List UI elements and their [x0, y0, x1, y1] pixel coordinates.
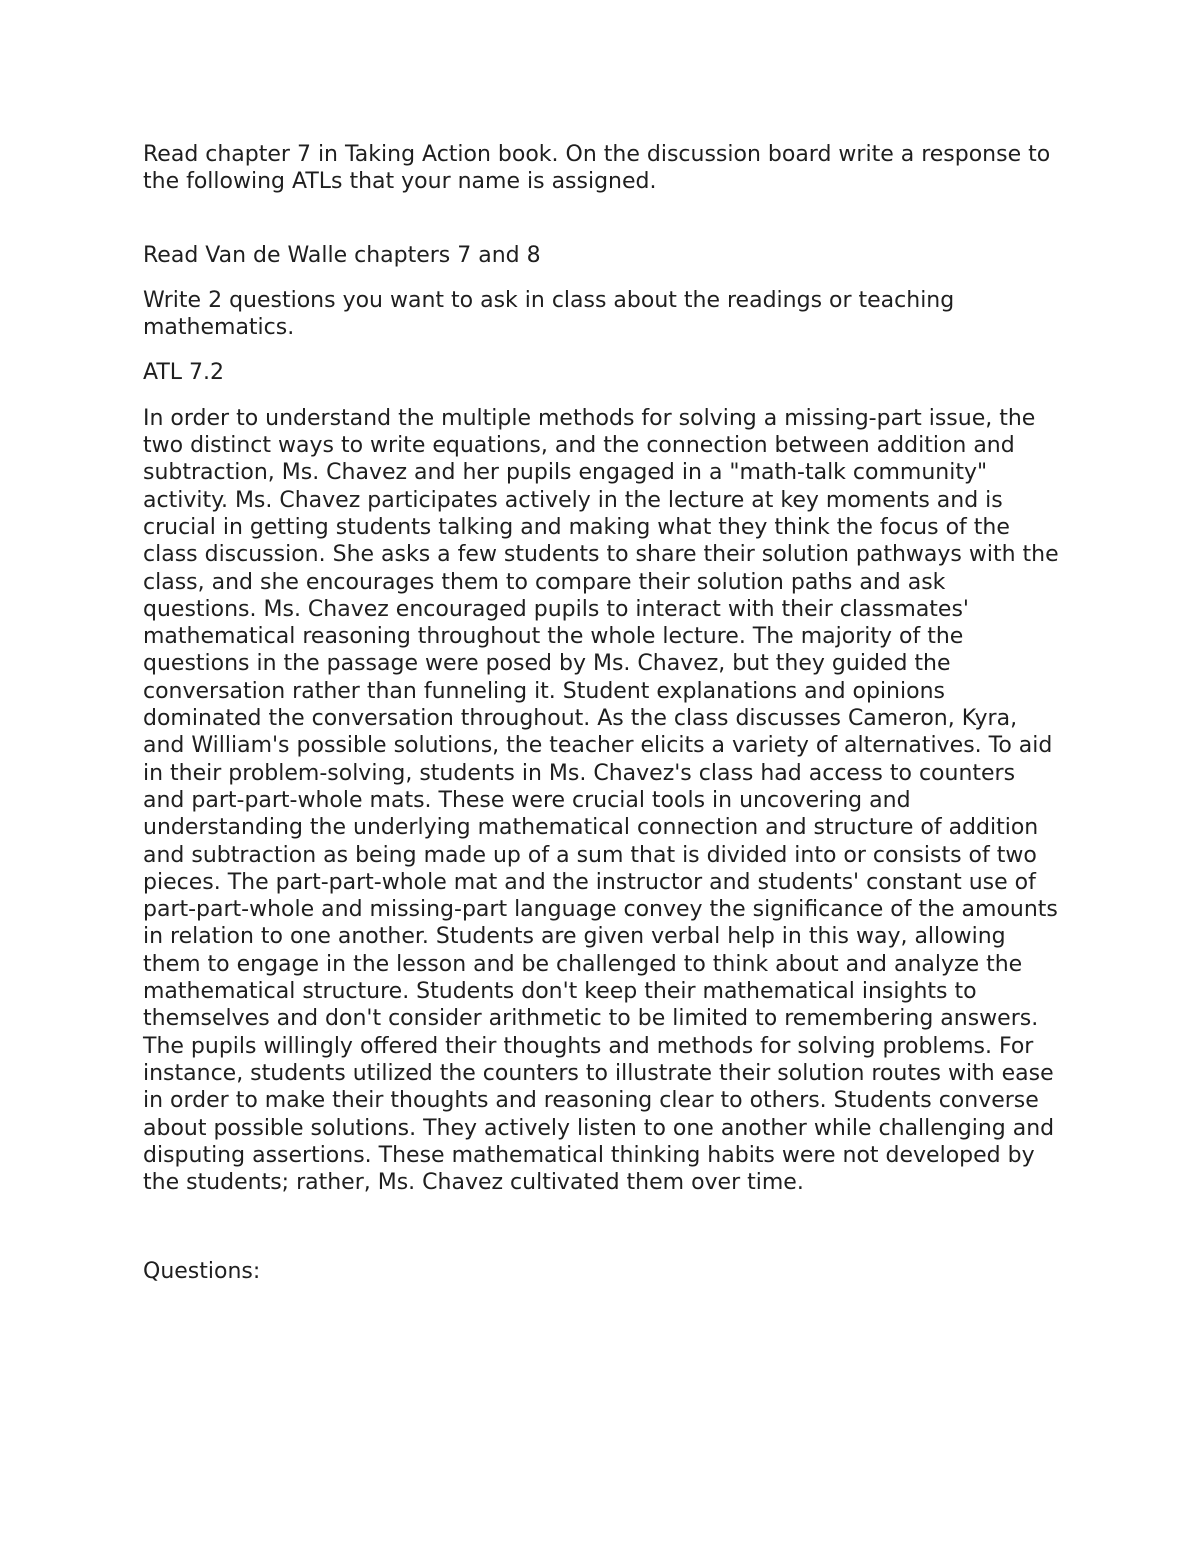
document-body: [143, 141, 1063, 1286]
atl-response-paragraph: In order to understand the multiple methods for solving a missing-part issue, the two distinct ways to write equations, and the connection between addition and subtraction, Ms. Chavez and her pupils engaged in a "math-talk community" activity. Ms. Chavez participates actively in the lecture at key moments and is crucial in getting students talking and making what they think the focus of the class discussion. She asks a few students to share their solution pathways with the class, and she encourages them to compare their solution paths and ask questions. Ms. Chavez encouraged pupils to interact with their classmates' mathematical reasoning throughout the whole lecture. The majority of the questions in the passage were posed by Ms. Chavez, but they guided the conversation rather than funneling it. Student explanations and opinions dominated the conversation throughout. As the class discusses Cameron, Kyra, and William's possible solutions, the teacher elicits a variety of alternatives. To aid in their problem-solving, students in Ms. Chavez's class had access to counters and part-part-whole mats. These were crucial tools in uncovering and understanding the underlying mathematical connection and structure of addition and subtraction as being made up of a sum that is divided into or consists of two pieces. The part-part-whole mat and the instructor and students' constant use of part-part-whole and missing-part language convey the significance of the amounts in relation to one another. Students are given verbal help in this way, allowing them to engage in the lesson and be challenged to think about and analyze the mathematical structure. Students don't keep their mathematical insights to themselves and don't consider arithmetic to be limited to remembering answers. The pupils willingly offered their thoughts and methods for solving problems. For instance, students utilized the counters to illustrate their solution routes with ease in order to make their thoughts and reasoning clear to others. Students converse about possible solutions. They actively listen to one another while challenging and disputing assertions. These mathematical thinking habits were not developed by the students; rather, Ms. Chavez cultivated them over time.: [143, 405, 1059, 1196]
questions-heading: Questions:: [143, 1259, 261, 1285]
intro-paragraph: Read chapter 7 in Taking Action book. On the discussion board write a response to the following ATLs that your name is assigned.: [143, 142, 1051, 195]
questions-instruction: Write 2 questions you want to ask in class about the readings or teaching mathematics.: [143, 287, 955, 341]
atl-heading: ATL 7.2: [143, 360, 225, 386]
reading-assignment: Read Van de Walle chapters 7 and 8: [143, 242, 541, 268]
